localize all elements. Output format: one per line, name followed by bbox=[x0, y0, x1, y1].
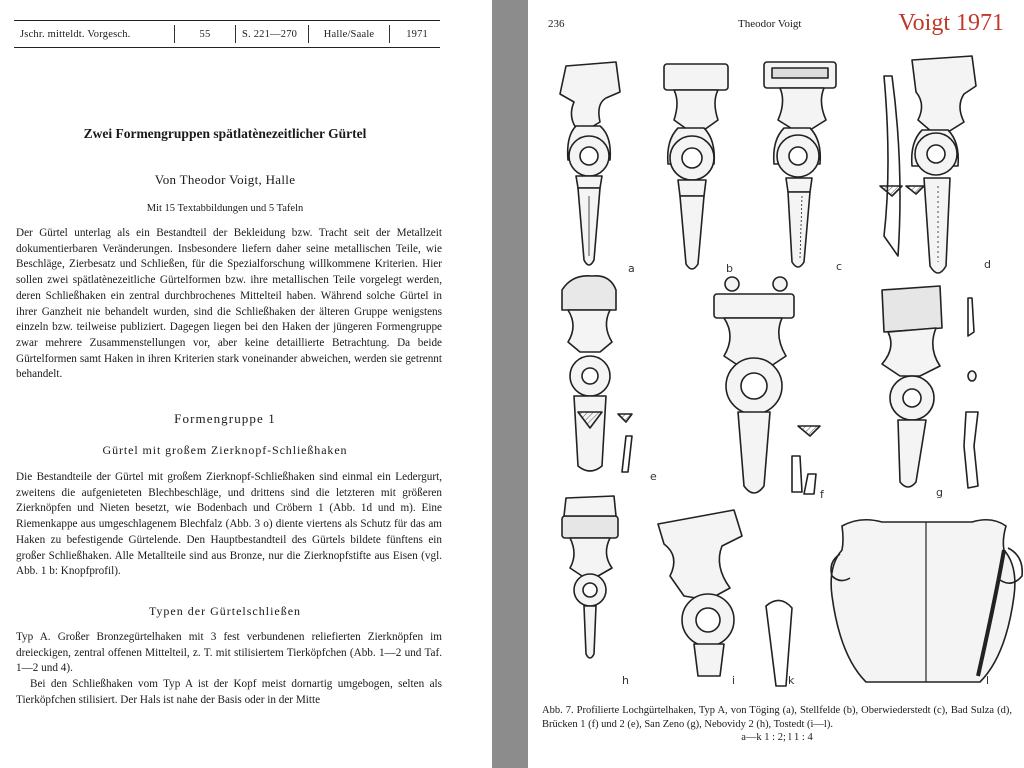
figures-note: Mit 15 Textabbildungen und 5 Tafeln bbox=[146, 203, 304, 214]
figure-label-i: i bbox=[732, 674, 736, 687]
figure-label-e: e bbox=[650, 470, 657, 483]
intro-paragraph: Der Gürtel unterlag als ein Bestandteil der Bekleidung bzw. Tracht seit der Metallzeit dokumentierbaren Veränderungen. Insbesondere liefern daher seine metallischen Teile, wie Beschläge, Zierbesatz und Schließen, für die Spezialforschung willkommene Kriterien. Hier sollen zwei spätlatènezeitliche Gürtelformen bzw. ihre metallischen Teile vorgelegt werden, deren Schließhaken ein zentral durchbrochenes Mittelteil haben. Während solche Gürtel in ihrer Ganzheit nie behandelt wurden, sind die Schließhaken der älteren Gruppe wenigstens einzeln bzw. teilweise publiziert. Dagegen liegen bei den Haken der jüngeren Formengruppe zwar mehrere Zusammenstellungen vor, aber keine detaillierte Betrachtung. Da beide Gürtelformen samt Haken in ihren Kriterien stark voneinander abweichen, werden sie getrennt behandelt. bbox=[16, 227, 442, 381]
article-author: Von Theodor Voigt, Halle bbox=[154, 172, 296, 187]
citation-stamp: Voigt 1971 bbox=[898, 10, 1004, 36]
right-page-header bbox=[528, 10, 1024, 38]
figure-label-g: g bbox=[936, 486, 943, 499]
journal-volume: 55 bbox=[199, 28, 211, 40]
belt-hook-e bbox=[562, 276, 632, 472]
belt-hook-i bbox=[658, 510, 792, 686]
belt-hook-f bbox=[714, 277, 820, 494]
journal-place: Halle/Saale bbox=[323, 28, 375, 40]
figure-label-a: a bbox=[628, 262, 635, 275]
caption-text: Abb. 7. Profilierte Lochgürtelhaken, Typ A, von Töging (a), Stellfelde (b), Oberwiederstedt (c), Bad Sulza (d), Brücken 1 (f) und 2 (e), San Zeno (g), Nebovidy 2 (h), Tostedt (i—l). bbox=[542, 705, 1012, 730]
left-page bbox=[0, 0, 492, 768]
caption-scale: a—k 1 : 2; l 1 : 4 bbox=[741, 732, 813, 743]
figure-label-f: f bbox=[820, 488, 824, 501]
type-a-paragraph: Typ A. Großer Bronzegürtelhaken mit 3 fest verbundenen reliefierten Zierknöpfen im dreieckigen, zentral offenen Mittelteil, z. T. mit stilisiertem Tierköpfchen (Abb. 1—2 und Taf. 1—2 und 4). bbox=[16, 631, 442, 675]
figure-label-h: h bbox=[622, 674, 629, 687]
journal-name: Jschr. mitteldt. Vorgesch. bbox=[20, 28, 131, 40]
subsection-heading: Gürtel mit großem Zierknopf-Schließhaken bbox=[102, 443, 348, 457]
belt-hook-a bbox=[560, 62, 620, 265]
figure-label-c: c bbox=[836, 260, 843, 273]
figure-label-d: d bbox=[984, 258, 991, 271]
belt-hook-h bbox=[562, 496, 618, 658]
vessel-l bbox=[831, 520, 1022, 682]
page-gutter bbox=[492, 0, 528, 768]
belt-hook-c bbox=[764, 62, 836, 267]
section-heading: Formengruppe 1 bbox=[174, 411, 276, 426]
types-heading: Typen der Gürtelschließen bbox=[148, 604, 302, 618]
belt-hook-b bbox=[664, 64, 728, 269]
running-head: Theodor Voigt bbox=[738, 18, 802, 30]
belt-hook-g bbox=[882, 286, 978, 488]
page-number: 236 bbox=[548, 18, 565, 30]
article-title: Zwei Formengruppen spätlatènezeitlicher Gürtel bbox=[83, 126, 367, 141]
components-paragraph: Die Bestandteile der Gürtel mit großem Zierknopf-Schließhaken sind einmal ein Ledergurt, zweitens die aufgenieteten Blechbeschläge, und drittens sind die letzteren mit größeren Zierknöpfen und Nieten besetzt, wie Bodenbach und Cröbern 1 (Abb. 1d und m). Eine Riemenkappe aus umgeschlagenem Blechfalz (Abb. 3 o) diente viertens als Schutz für das am Haken zu befestigende Gürtelende. Den Hauptbestandteil des Gürtels bildete fünftens ein großer Schließhaken. Alle Metallteile sind aus Bronze, nur die Zierknopfstifte aus Eisen (vgl. Abb. 1 b: Knopfprofil). bbox=[16, 471, 442, 578]
figure-caption bbox=[542, 704, 1012, 745]
journal-header bbox=[14, 20, 440, 48]
figure-plate bbox=[528, 36, 1024, 696]
right-page bbox=[528, 0, 1024, 768]
belt-hook-d bbox=[880, 56, 976, 273]
journal-year: 1971 bbox=[406, 28, 428, 40]
figure-label-l: l bbox=[986, 674, 990, 687]
figure-label-b: b bbox=[726, 262, 733, 275]
figure-label-k: k bbox=[788, 674, 795, 687]
type-a-detail-paragraph: Bei den Schließhaken vom Typ A ist der Kopf meist dornartig umgebogen, selten als Tierköpfchen stilisiert. Der Hals ist nahe der Basis oder in der Mitte bbox=[16, 678, 442, 706]
journal-pages: S. 221—270 bbox=[242, 28, 298, 40]
